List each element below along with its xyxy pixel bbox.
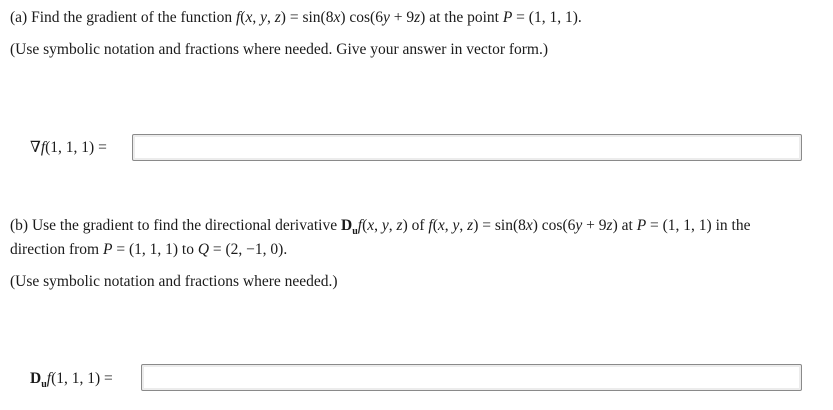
part-b-answer-label: $D_uf(1$, 1, 1) =	[30, 370, 113, 391]
part-a-instruction: (Use symbolic notation and fractions where needed. Give your answer in vector form.)	[10, 41, 549, 58]
gradient-answer-field[interactable]	[132, 134, 802, 161]
part-b-point: P = (1, 1, 1)	[636, 217, 712, 234]
part-b-instruction: (Use symbolic notation and fractions where needed.)	[10, 273, 338, 290]
part-b-deriv: $D_uf(x$, y, z)	[340, 217, 408, 238]
part-b-question-line1	[10, 216, 750, 242]
part-a-point: P = (1, 1, 1).	[502, 9, 582, 26]
directional-derivative-answer-field[interactable]	[141, 364, 802, 391]
part-b-question-prefix: (b) Use the gradient to find the directional derivative	[10, 217, 341, 234]
gradient-answer-input[interactable]	[133, 135, 801, 160]
part-a-question-middle: at the point	[425, 9, 503, 26]
directional-derivative-answer-input[interactable]	[142, 365, 801, 390]
part-b-at: at	[617, 217, 637, 234]
part-a-function: f(x, y, z) = sin(8x) cos(6y + 9z)	[235, 9, 426, 26]
part-b-question-line2: direction from P = (1, 1, 1) to Q = (2, −1, 0).	[10, 241, 288, 258]
nabla-symbol: ∇	[30, 139, 41, 156]
part-a-question-prefix: (a) Find the gradient of the function	[10, 9, 236, 26]
part-a-answer-label: ∇f(1, 1, 1) =	[30, 139, 107, 156]
part-a-question	[10, 8, 582, 28]
part-b-suffix: in the	[711, 217, 751, 234]
part-b-function: f(x, y, z) = sin(8x) cos(6y + 9z)	[428, 217, 618, 234]
part-b-of: of	[407, 217, 429, 234]
